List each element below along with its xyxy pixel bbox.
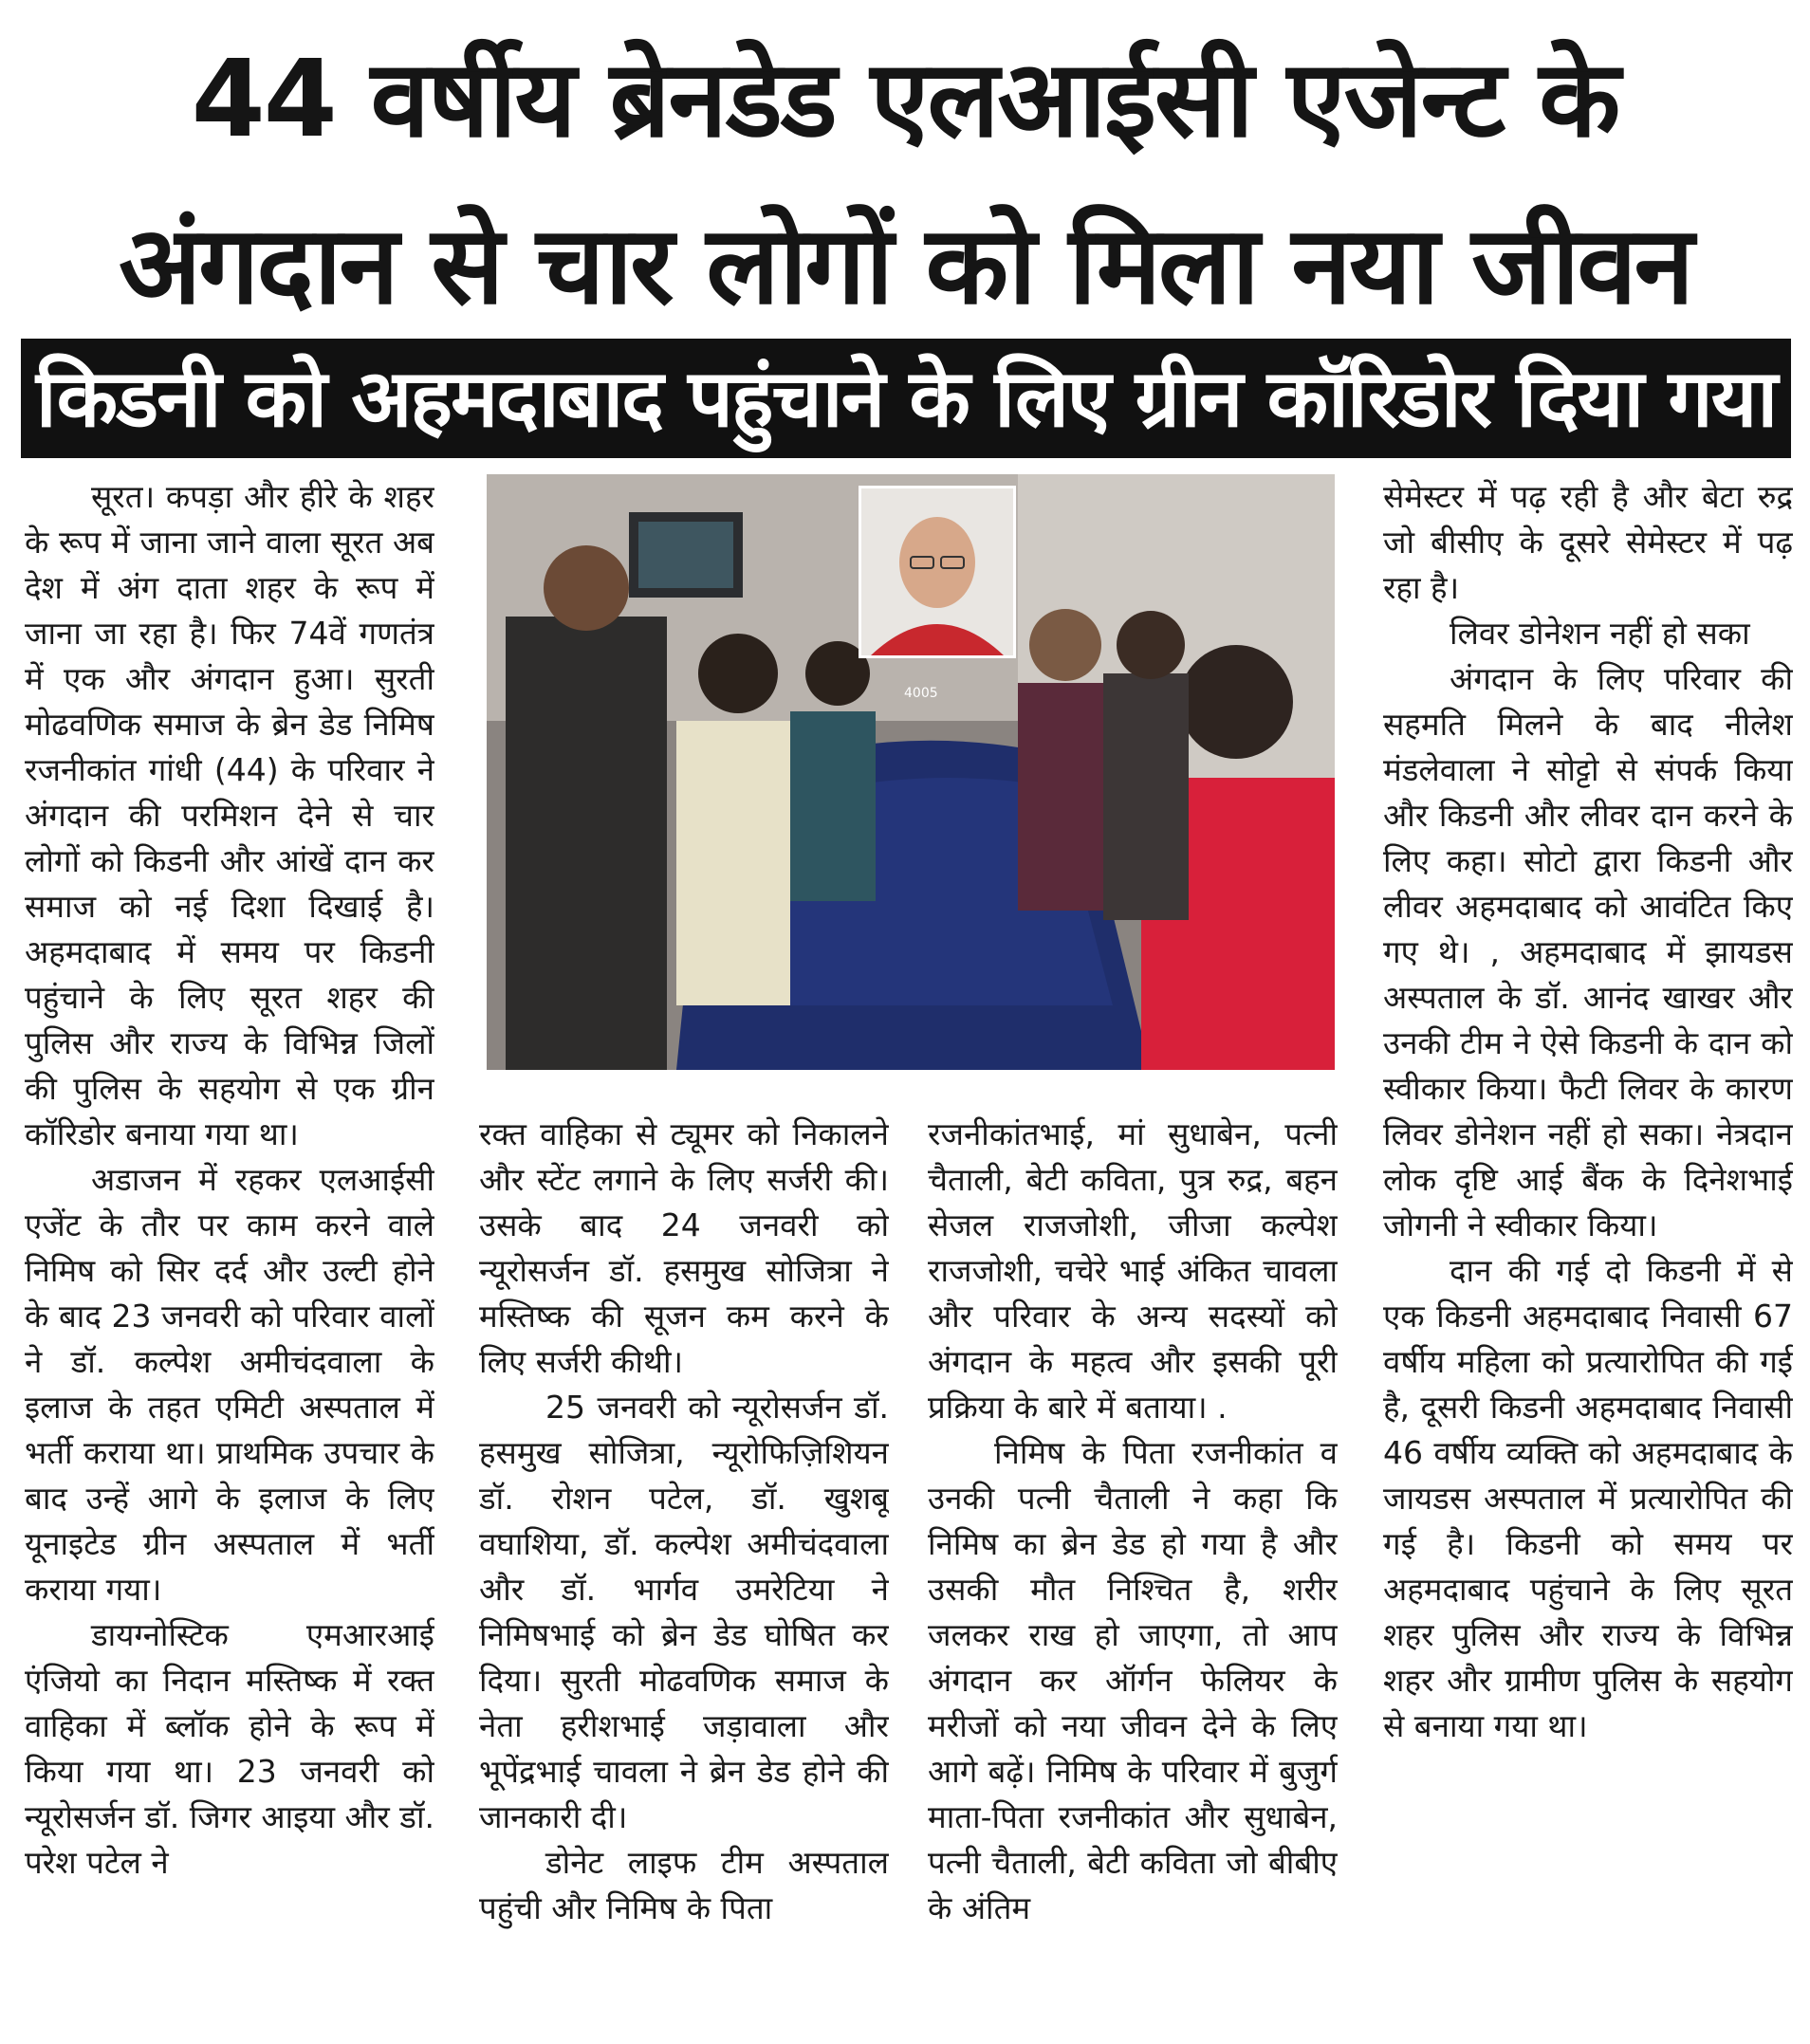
article-column-2 <box>479 1112 889 2041</box>
col2-paragraph-2: 25 जनवरी को न्यूरोसर्जन डॉ. हसमुख सोजित्रा, न्यूरोफिज़िशियन डॉ. रोशन पटेल, डॉ. खुशबू वघाशिया, डॉ. कल्पेश अमीचंदवाला और डॉ. भार्गव उमरेटिया ने निमिषभाई को ब्रेन डेड घोषित कर दिया। सुरती मोढवणिक समाज के नेता हरीशभाई जड़ावाला और भूपेंद्रभाई चावला ने ब्रेन डेड होने की जानकारी दी। <box>479 1389 889 1835</box>
portrait-photo-icon <box>861 488 1013 655</box>
headline-line-1: 44 वर्षीय ब्रेनडेड एलआईसी एजेन्ट के <box>191 38 1619 161</box>
portrait-inset <box>859 486 1016 658</box>
col3-paragraph-1: रजनीकांतभाई, मां सुधाबेन, पत्नी चैताली, बेटी कविता, पुत्र रुद्र, बहन सेजल राजजोशी, जीजा कल्पेश राजजोशी, चचेरे भाई अंकित चावला और परिवार के अन्य सदस्यों को अंगदान के महत्व और इसकी पूरी प्रक्रिया के बारे में बताया। . <box>928 1115 1338 1426</box>
col4-paragraph-3: दान की गई दो किडनी में से एक किडनी अहमदाबाद निवासी 67 वर्षीय महिला को प्रत्यारोपित की गई है, दूसरी किडनी अहमदाबाद निवासी 46 वर्षीय व्यक्ति को अहमदाबाद के जायडस अस्पताल में प्रत्यारोपित की गई है। किडनी को समय पर अहमदाबाद पहुंचाने के लिए सूरत शहर पुलिस और राज्य के विभिन्न शहर और ग्रामीण पुलिस के सहयोग से बनाया गया था। <box>1383 1252 1793 1744</box>
article-column-1 <box>25 474 434 2039</box>
article-column-4 <box>1383 474 1793 2039</box>
col1-paragraph-3: डायग्नोस्टिक एमआरआई एंजियो का निदान मस्तिष्क में रक्त वाहिका में ब्लॉक होने के रूप में किया गया था। 23 जनवरी को न्यूरोसर्जन डॉ. जिगर आइया और डॉ. परेश पटेल ने <box>25 1616 434 1881</box>
col1-paragraph-2: अडाजन में रहकर एलआईसी एजेंट के तौर पर काम करने वाले निमिष को सिर दर्द और उल्टी होने के बाद 23 जनवरी को परिवार वालों ने डॉ. कल्पेश अमीचंदवाला के इलाज के तहत एमिटी अस्पताल में भर्ती कराया था। प्राथमिक उपचार के बाद उन्हें आगे के इलाज के लिए यूनाइटेड ग्रीन अस्पताल में भर्ती कराया गया। <box>25 1161 434 1608</box>
col4-paragraph-2: अंगदान के लिए परिवार की सहमति मिलने के बाद नीलेश मंडलेवाला ने सोट्टो से संपर्क किया और किडनी और लीवर दान करने के लिए कहा। सोटो द्वारा किडनी और लीवर अहमदाबाद को आवंटित किए गए थे। , अहमदाबाद में झायडस अस्पताल के डॉ. आनंद खाखर और उनकी टीम ने ऐसे किडनी के दान को स्वीकार किया। फैटी लिवर के कारण लिवर डोनेशन नहीं हो सका। नेत्रदान लोक दृष्टि आई बैंक के दिनेशभाई जोगनी ने स्वीकार किया। <box>1383 660 1793 1243</box>
monitor-label: 4005 <box>904 686 938 701</box>
col2-paragraph-3: डोनेट लाइफ टीम अस्पताल पहुंची और निमिष के पिता <box>479 1844 889 1926</box>
col4-paragraph-1: सेमेस्टर में पढ़ रही है और बेटा रुद्र जो बीसीए के दूसरे सेमेस्टर में पढ़ रहा है। <box>1383 478 1793 606</box>
col2-paragraph-1: रक्त वाहिका से ट्यूमर को निकालने और स्टेंट लगाने के लिए सर्जरी की। उसके बाद 24 जनवरी को न्यूरोसर्जन डॉ. हसमुख सोजित्रा ने मस्तिष्क की सूजन कम करने के लिए सर्जरी कीथी। <box>479 1115 889 1380</box>
headline-line-2: अंगदान से चार लोगों को मिला नया जीवन <box>119 202 1691 328</box>
news-photo <box>487 474 1335 1070</box>
subheadline-bar: किडनी को अहमदाबाद पहुंचाने के लिए ग्रीन कॉरिडोर दिया गया <box>21 339 1791 458</box>
col1-paragraph-1: सूरत। कपड़ा और हीरे के शहर के रूप में जाना जाने वाला सूरत अब देश में अंग दाता शहर के रूप में जाना जा रहा है। फिर 74वें गणतंत्र में एक और अंगदान हुआ। सुरती मोढवणिक समाज के ब्रेन डेड निमिष रजनीकांत गांधी (44) के परिवार ने अंगदान की परमिशन देने से चार लोगों को किडनी और आंखें दान कर समाज को नई दिशा दिखाई है। अहमदाबाद में समय पर किडनी पहुंचाने के लिए सूरत शहर की पुलिस और राज्य के विभिन्न जिलों की पुलिस के सहयोग से एक ग्रीन कॉरिडोर बनाया गया था। <box>25 478 434 1152</box>
col4-subheading: लिवर डोनेशन नहीं हो सका <box>1450 615 1750 652</box>
article-column-3 <box>928 1112 1338 2041</box>
col3-paragraph-2: निमिष के पिता रजनीकांत व उनकी पत्नी चैताली ने कहा कि निमिष का ब्रेन डेड हो गया है और उसकी मौत निश्चित है, शरीर जलकर राख हो जाएगा, तो आप अंगदान कर ऑर्गन फेलियर के मरीजों को नया जीवन देने के लिए आगे बढ़ें। निमिष के परिवार में बुजुर्ग माता-पिता रजनीकांत और सुधाबेन, पत्नी चैताली, बेटी कविता जो बीबीए के अंतिम <box>928 1434 1338 1926</box>
